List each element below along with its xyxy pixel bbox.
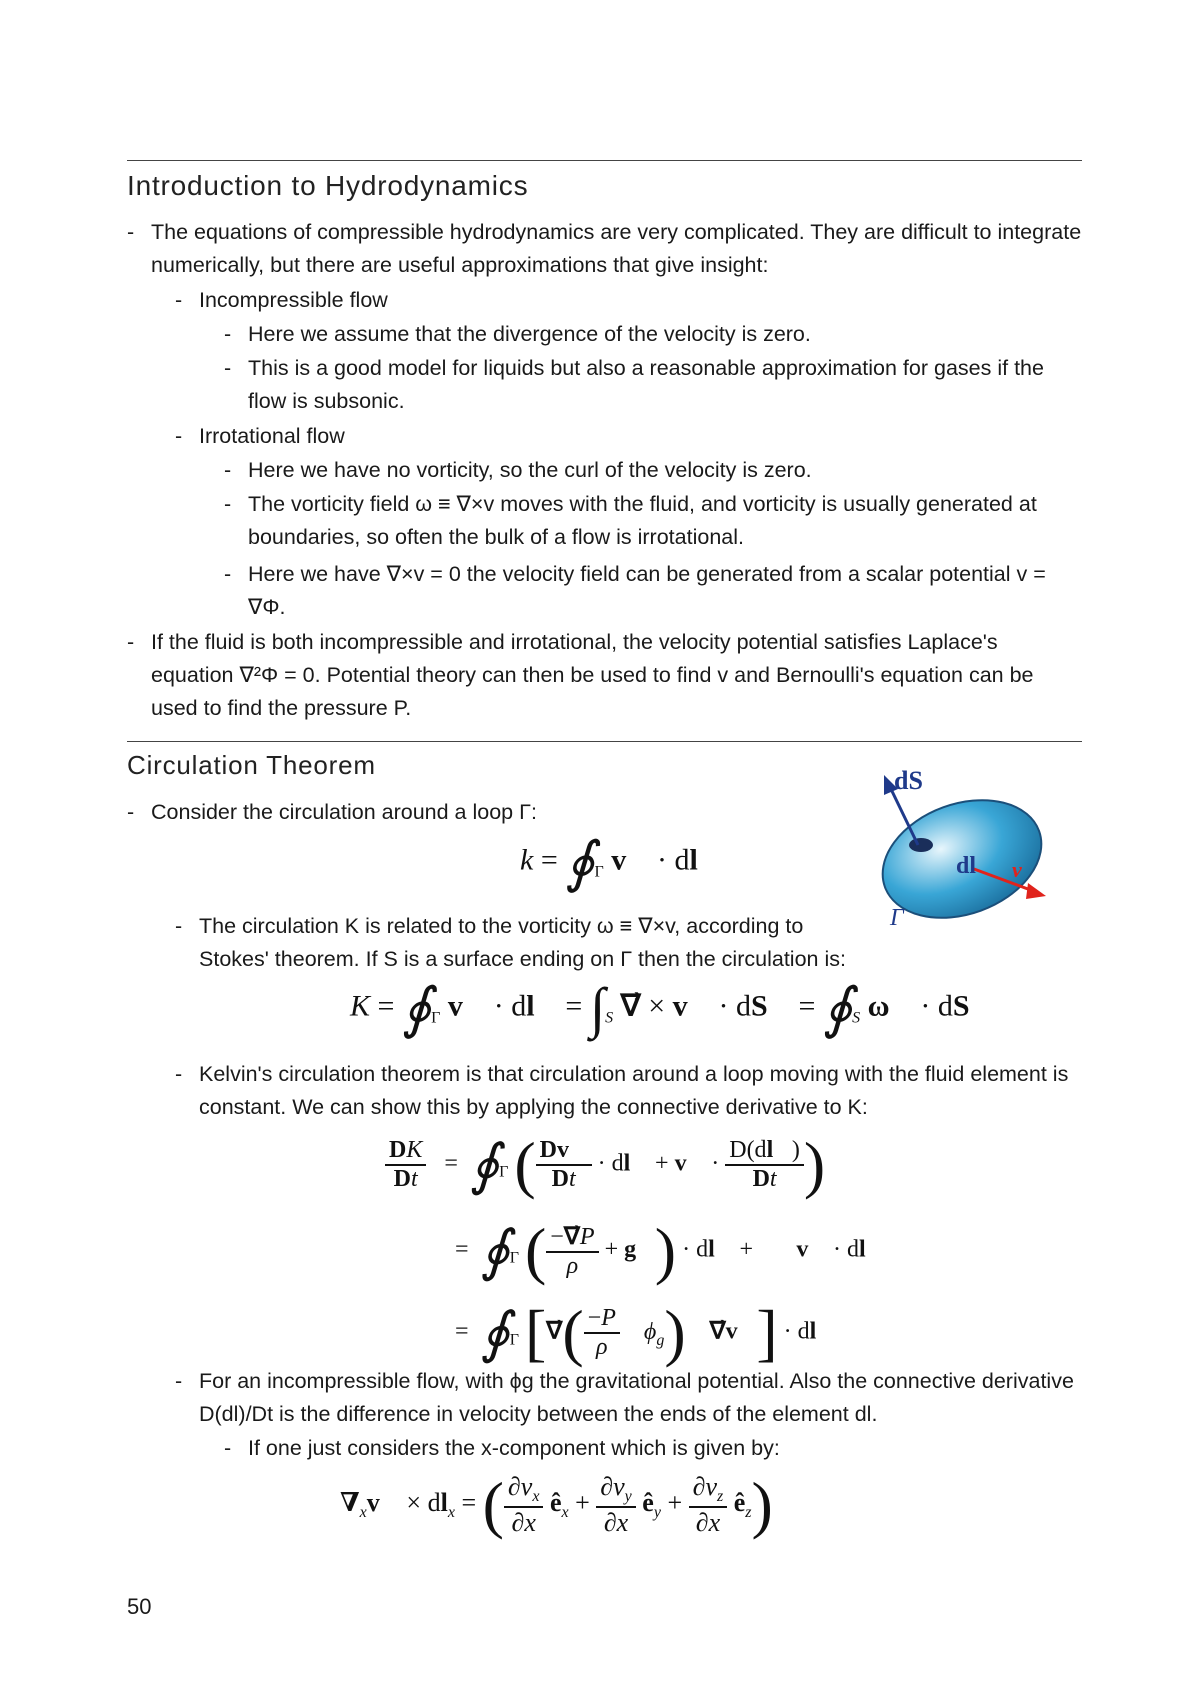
bullet-incompressible-gravitational: - For an incompressible flow, with ϕg the gravitational potential. Also the connective derivative D(dl)/Dt is the difference in velocity between the ends of the element dl. bbox=[175, 1369, 1074, 1426]
bullet-incompressible-flow: - Incompressible flow bbox=[175, 288, 388, 312]
bullet-no-vorticity: - Here we have no vorticity, so the curl of the velocity is zero. bbox=[224, 458, 812, 482]
bullet-text: For an incompressible flow, with ϕg the gravitational potential. Also the connective derivative D(dl)/Dt is the difference in velocity between the ends of the element dl. bbox=[199, 1369, 1074, 1426]
bullet-equations-complicated: - The equations of compressible hydrodynamics are very complicated. They are difficult to integrate numerically, but there are useful approximations that give insight: bbox=[127, 220, 1082, 277]
bullet-text: If the fluid is both incompressible and irrotational, the velocity potential satisfies Laplace's equation ∇²Φ = 0. Potential theory can then be used to find v and Bernoulli's equation can be used to find the pressure P. bbox=[151, 630, 1034, 720]
section-divider bbox=[127, 160, 1082, 161]
bullet-consider-circulation: - Consider the circulation around a loop Γ: bbox=[127, 800, 537, 824]
section-divider bbox=[127, 741, 1082, 742]
bullet-kelvin-theorem: - Kelvin's circulation theorem is that circulation around a loop moving with the fluid element is constant. We can show this by applying the connective derivative to K: bbox=[175, 1062, 1069, 1119]
bullet-irrotational-flow: - Irrotational flow bbox=[175, 424, 345, 448]
bullet-text: Here we have no vorticity, so the curl of the velocity is zero. bbox=[248, 458, 812, 482]
bullet-text: This is a good model for liquids but also a reasonable approximation for gases if the flow is subsonic. bbox=[248, 356, 1044, 413]
page-number: 50 bbox=[127, 1594, 152, 1619]
bullet-text: Consider the circulation around a loop Γ: bbox=[151, 800, 537, 824]
bullet-stokes-theorem: - The circulation K is related to the vorticity ω ≡ ∇×v, according to Stokes' theorem. If S is a surface ending on Γ then the circulation is: bbox=[175, 914, 846, 971]
label-gamma: Γ bbox=[890, 905, 904, 927]
bullet-laplace-equation: - If the fluid is both incompressible and irrotational, the velocity potential satisfies Laplace's equation ∇²Φ = 0. Potential theory can then be used to find v and Bernoulli's equation can be used to find the pressure P. bbox=[127, 630, 1034, 720]
bullet-text: If one just considers the x-component which is given by: bbox=[248, 1436, 780, 1460]
bullet-text: The equations of compressible hydrodynamics are very complicated. They are difficult to integrate numerically, but there are useful approximations that give insight: bbox=[151, 220, 1082, 277]
bullet-good-model-liquids: - This is a good model for liquids but also a reasonable approximation for gases if the flow is subsonic. bbox=[224, 356, 1044, 413]
bullet-text: Incompressible flow bbox=[199, 288, 388, 312]
bullet-text: Here we assume that the divergence of the velocity is zero. bbox=[248, 322, 811, 346]
bullet-divergence-zero: - Here we assume that the divergence of the velocity is zero. bbox=[224, 322, 811, 346]
surface-element bbox=[909, 838, 933, 852]
circulation-loop-figure bbox=[876, 767, 1076, 927]
section-title-hydrodynamics: Introduction to Hydrodynamics bbox=[127, 170, 529, 201]
bullet-x-component: - If one just considers the x-component which is given by: bbox=[224, 1436, 780, 1460]
section-title-circulation: Circulation Theorem bbox=[127, 750, 376, 780]
equation-circulation-k: $k = ∮_\Gamma$ v⃗ · dl⃗ bbox=[520, 832, 722, 894]
equation-kelvin-line2: = $∮_\Gamma$ ( $\frac{-\nabla⃗P}{\rho}$ + g⃗) · dl⃗ + ∇⃗v⃗ · dl bbox=[455, 1215, 866, 1286]
bullet-scalar-potential: - Here we have ∇×v = 0 the velocity field can be generated from a scalar potential v = ∇Φ. bbox=[224, 562, 1046, 619]
bullet-text: Here we have ∇×v = 0 the velocity field can be generated from a scalar potential v = ∇Φ. bbox=[248, 562, 1046, 619]
bullet-text: Kelvin's circulation theorem is that circulation around a loop moving with the fluid element is constant. We can show this by applying the connective derivative to K: bbox=[199, 1062, 1069, 1119]
bullet-text: Irrotational flow bbox=[199, 424, 345, 448]
equation-stokes: $K = ∮_\Gamma$ v⃗ · dl⃗ = $\int_S$ ∇⃗ × v⃗ · dS⃗ = $∮_S$ ω⃗ · dS⃗ bbox=[350, 977, 993, 1040]
equation-kelvin-line1: $\frac{DK}{Dt}$ = $∮_\Gamma$ ( $\frac{Dv⃗}{Dt}$ · dl⃗ + v⃗ · $\frac{D(dl⃗)}{Dt}$ ) bbox=[385, 1128, 825, 1202]
equation-x-component: $\nabla_xv⃗ \times dl_x$ = ( $\frac{\partial v_x}{\partial x}$ $ê_x$ + $\frac{\partial v_y}{\partial x}$ $ê_y$ + $\frac{\partial v_z}{\partial x}$ $ê_z$) bbox=[340, 1469, 773, 1540]
bullet-text: The vorticity field ω ≡ ∇×v moves with the fluid, and vorticity is usually generated at boundaries, so often the bulk of a flow is irrotational. bbox=[248, 492, 1037, 549]
bullet-vorticity-field: - The vorticity field ω ≡ ∇×v moves with the fluid, and vorticity is usually generated at boundaries, so often the bulk of a flow is irrotational. bbox=[224, 492, 1037, 549]
equation-kelvin-line3: = $∮_\Gamma$ [∇⃗( $\frac{-P}{\rho}$ $\phi_g$) ∇⃗v⃗] · dl⃗ bbox=[455, 1297, 836, 1368]
label-ds: dS bbox=[894, 767, 923, 795]
label-dl: dl bbox=[956, 853, 977, 879]
label-v: v bbox=[1012, 857, 1022, 882]
bullet-text: The circulation K is related to the vorticity ω ≡ ∇×v, according to Stokes' theorem. If S is a surface ending on Γ then the circulation is: bbox=[199, 914, 846, 971]
velocity-arrowhead bbox=[1026, 883, 1046, 899]
